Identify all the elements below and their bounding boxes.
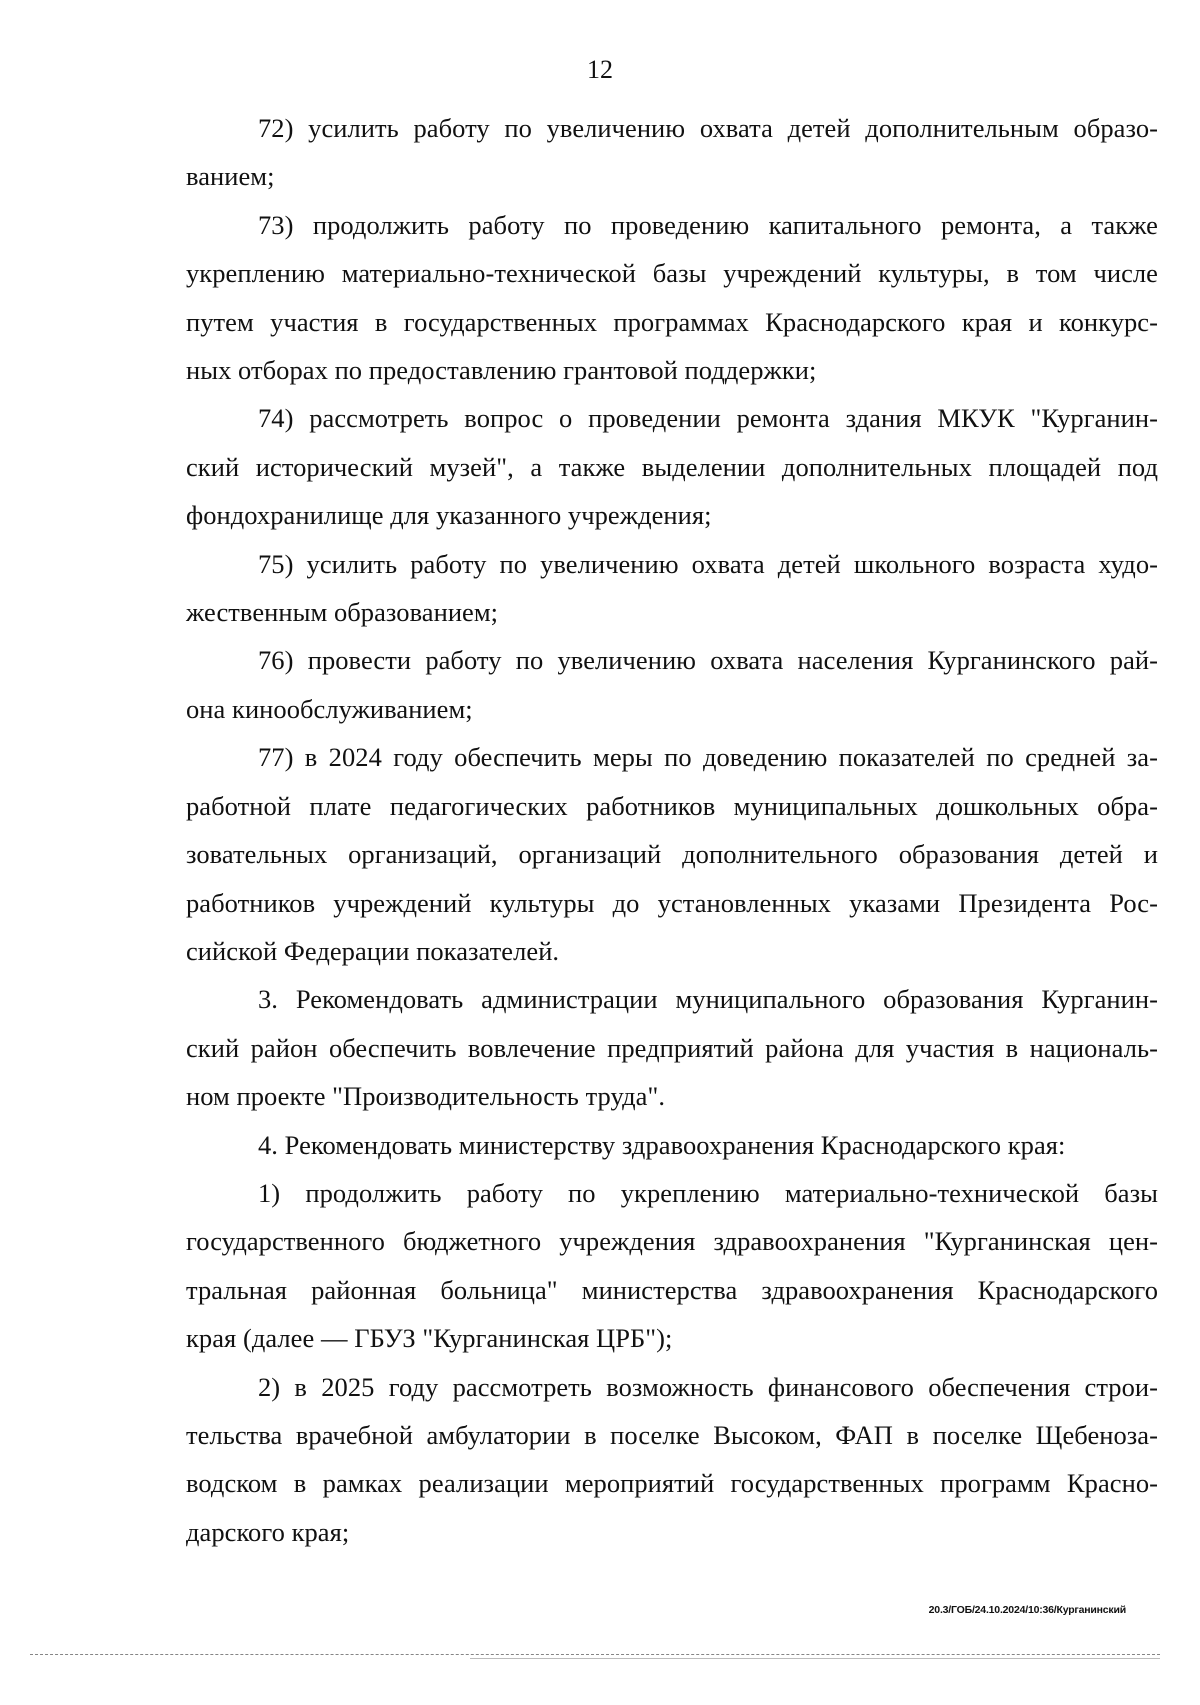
text-line: укреплению материально-технической базы учреждений культуры, в том числе (186, 258, 1158, 289)
text-line: ванием; (186, 161, 275, 192)
text-line: зовательных организаций, организаций дополнительного образования детей и (186, 839, 1158, 870)
paragraph-item-1 (186, 1169, 1158, 1363)
text-line: сийской Федерации показателей. (186, 935, 560, 966)
text-line: 76) провести работу по увеличению охвата населения Курганинского рай- (258, 645, 1158, 676)
text-line: 74) рассмотреть вопрос о проведении ремонта здания МКУК "Курганин- (258, 403, 1158, 434)
text-line: края (далее — ГБУЗ "Курганинская ЦРБ"); (186, 1323, 673, 1354)
paragraph-section-3 (186, 975, 1158, 1120)
text-line: 75) усилить работу по увеличению охвата детей школьного возраста худо- (258, 548, 1158, 579)
text-line: ский исторический музей", а также выделении дополнительных площадей под (186, 451, 1158, 482)
text-line: жественным образованием; (186, 597, 499, 628)
text-line: 4. Рекомендовать министерству здравоохранения Краснодарского края: (258, 1129, 1066, 1160)
paragraph-item-75 (186, 540, 1158, 637)
text-line: 73) продолжить работу по проведению капитального ремонта, а также (258, 209, 1158, 240)
paragraph-section-4 (186, 1121, 1158, 1169)
paragraph-item-72 (186, 104, 1158, 201)
text-line: работников учреждений культуры до установленных указами Президента Рос- (186, 887, 1158, 918)
text-line: она кинообслуживанием; (186, 693, 473, 724)
text-line: 72) усилить работу по увеличению охвата детей дополнительным образо- (258, 113, 1158, 143)
text-line: 77) в 2024 году обеспечить меры по доведению показателей по средней за- (258, 742, 1158, 773)
paragraph-item-76 (186, 636, 1158, 733)
text-line: тральная районная больница" министерства здравоохранения Краснодарского (186, 1274, 1158, 1305)
text-line: фондохранилище для указанного учреждения; (186, 500, 712, 531)
text-line: государственного бюджетного учреждения здравоохранения "Курганинская цен- (186, 1226, 1158, 1257)
text-line: работной плате педагогических работников муниципальных дошкольных обра- (186, 790, 1158, 821)
paragraph-item-74 (186, 394, 1158, 539)
text-line: ном проекте "Производительность труда". (186, 1081, 665, 1112)
text-line: 2) в 2025 году рассмотреть возможность финансового обеспечения строи- (258, 1371, 1158, 1402)
document-body (186, 104, 1158, 1556)
text-line: ский район обеспечить вовлечение предприятий района для участия в националь- (186, 1032, 1158, 1063)
page-number: 12 (587, 55, 613, 84)
footer-divider (30, 1654, 1160, 1655)
paragraph-item-77 (186, 733, 1158, 975)
text-line: 3. Рекомендовать администрации муниципального образования Курганин- (258, 984, 1158, 1015)
paragraph-item-2 (186, 1363, 1158, 1557)
text-line: 1) продолжить работу по укреплению материально-технической базы (258, 1177, 1158, 1208)
text-line: дарского края; (186, 1516, 350, 1547)
text-line: тельства врачебной амбулатории в поселке Высоком, ФАП в поселке Щебеноза- (186, 1419, 1158, 1450)
footer-divider (470, 1658, 1160, 1659)
text-line: путем участия в государственных программах Краснодарского края и конкурс- (186, 306, 1158, 337)
text-line: водском в рамках реализации мероприятий государственных программ Красно- (186, 1468, 1158, 1499)
paragraph-item-73 (186, 201, 1158, 395)
text-line: ных отборах по предоставлению грантовой поддержки; (186, 355, 817, 386)
document-footer-code: 20.3/ГОБ/24.10.2024/10:36/Курганинский (928, 1604, 1126, 1616)
